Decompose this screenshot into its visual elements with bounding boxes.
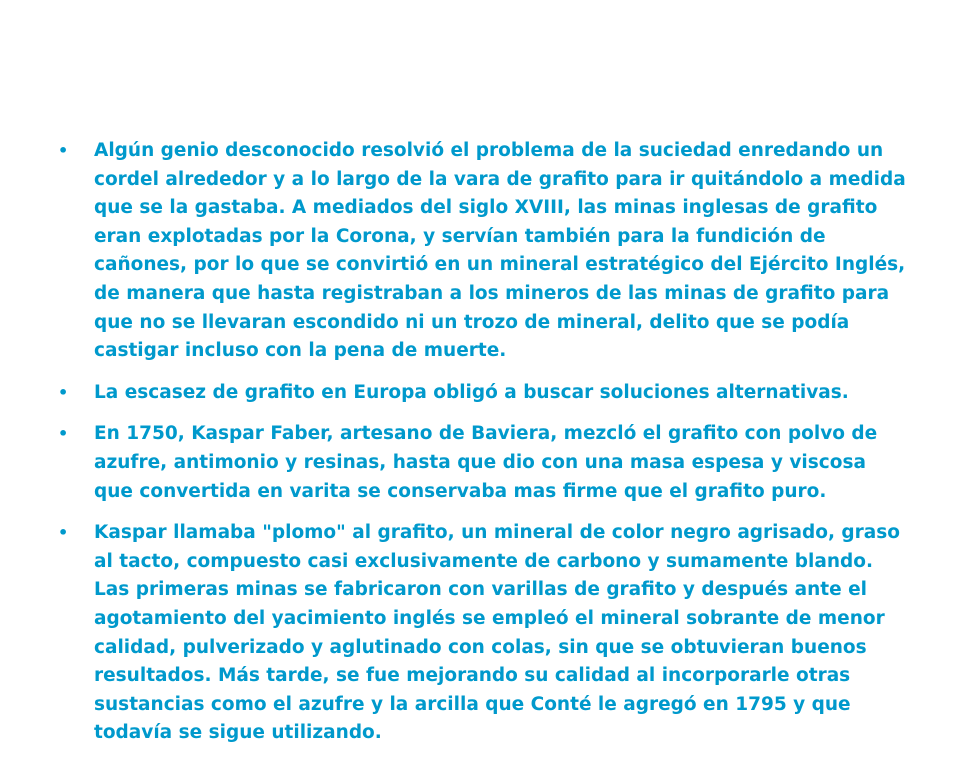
bullet-text: La escasez de grafito en Europa obligó a buscar soluciones alternativas. <box>94 381 849 403</box>
bullet-icon: • <box>58 523 69 543</box>
bullet-text: En 1750, Kaspar Faber, artesano de Baviera, mezcló el grafito con polvo de azufre, antimonio y resinas, hasta que dio con una masa espesa y viscosa que convertida en varita se conservaba mas firme que el grafito puro. <box>94 423 878 502</box>
bullet-icon: • <box>58 424 69 444</box>
bullet-item <box>58 379 908 408</box>
bullet-text: Algún genio desconocido resolvió el problema de la suciedad enredando un cordel alrededor y a lo largo de la vara de grafito para ir quitándolo a medida que se la gastaba. A mediados del siglo XVIII, las minas inglesas de grafito eran explotadas por la Corona, y servían también para la fundición de cañones, por lo que se convirtió en un mineral estratégico del Ejército Inglés, de manera que hasta registraban a los mineros de las minas de grafito para que no se llevaran escondido ni un trozo de mineral, delito que se podía castigar incluso con la pena de muerte. <box>94 140 906 362</box>
bullet-icon: • <box>58 382 69 402</box>
bullet-item <box>58 137 908 366</box>
bullet-list <box>58 137 908 761</box>
bullet-text: Kaspar llamaba "plomo" al grafito, un mineral de color negro agrisado, graso al tacto, compuesto casi exclusivamente de carbono y sumamente blando. Las primeras minas se fabricaron con varillas de grafito y después ante el agotamiento del yacimiento inglés se empleó el mineral sobrante de menor calidad, pulverizado y aglutinado con colas, sin que se obtuvieran buenos resultados. Más tarde, se fue mejorando su calidad al incorporarle otras sustancias como el azufre y la arcilla que Conté le agregó en 1795 y que todavía se sigue utilizando. <box>94 522 901 744</box>
bullet-icon: • <box>58 141 69 160</box>
bullet-item <box>58 420 908 506</box>
bullet-item <box>58 519 908 748</box>
